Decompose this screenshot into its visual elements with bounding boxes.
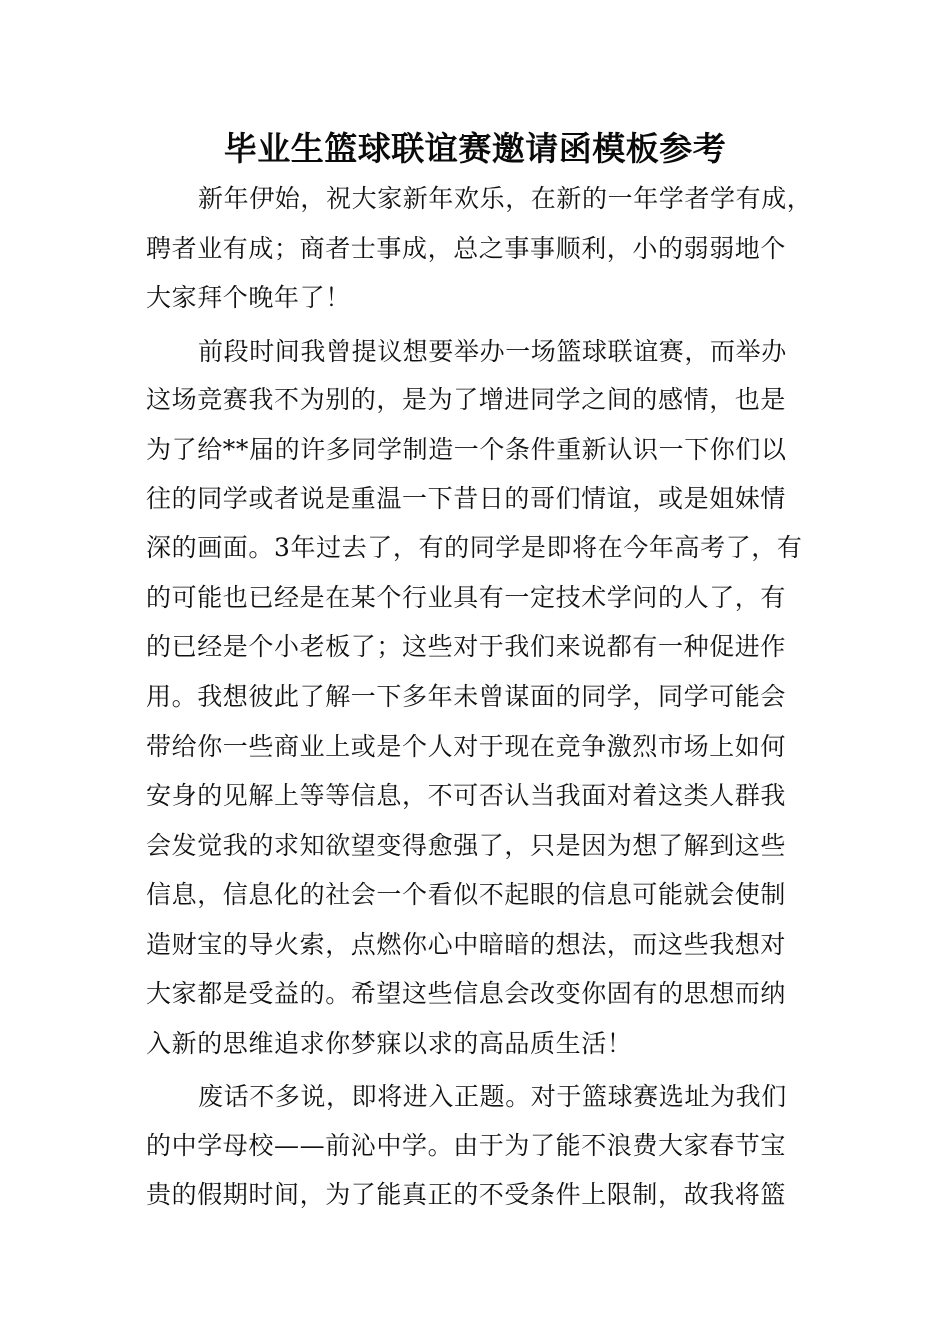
text-line-10: 的已经是个小老板了；这些对于我们来说都有一种促进作 (146, 632, 787, 661)
text-line-7: 往的同学或者说是重温一下昔日的哥们情谊，或是姐妹情 (146, 484, 787, 513)
text-line-4: 前段时间我曾提议想要举办一场篮球联谊赛，而举办 (198, 337, 787, 366)
text-line-2: 聘者业有成；商者士事成，总之事事顺利，小的弱弱地个 (146, 234, 787, 263)
text-line-1: 新年伊始，祝大家新年欢乐，在新的一年学者学有成， (198, 184, 813, 213)
text-line-11: 用。我想彼此了解一下多年未曾谋面的同学，同学可能会 (146, 682, 787, 711)
text-line-9: 的可能也已经是在某个行业具有一定技术学问的人了，有 (146, 583, 787, 612)
text-line-8: 深的画面。3年过去了，有的同学是即将在今年高考了，有 (146, 533, 803, 562)
text-line-13: 安身的见解上等等信息，不可否认当我面对着这类人群我 (146, 781, 787, 810)
text-line-16: 造财宝的导火索，点燃你心中暗暗的想法，而这些我想对 (146, 930, 787, 959)
text-line-5: 这场竞赛我不为别的，是为了增进同学之间的感情，也是 (146, 385, 787, 414)
text-line-21: 贵的假期时间，为了能真正的不受条件上限制，故我将篮 (146, 1180, 787, 1209)
text-line-20: 的中学母校——前沁中学。由于为了能不浪费大家春节宝 (146, 1131, 787, 1160)
text-line-14: 会发觉我的求知欲望变得愈强了，只是因为想了解到这些 (146, 831, 787, 860)
text-line-15: 信息，信息化的社会一个看似不起眼的信息可能就会使制 (146, 880, 787, 909)
text-line-6: 为了给**届的许多同学制造一个条件重新认识一下你们以 (146, 435, 787, 464)
document-title: 毕业生篮球联谊赛邀请函模板参考 (223, 129, 727, 168)
text-line-18: 入新的思维追求你梦寐以求的高品质生活！ (146, 1029, 633, 1058)
text-line-3: 大家拜个晚年了！ (146, 283, 351, 312)
text-line-19: 废话不多说，即将进入正题。对于篮球赛选址为我们 (198, 1082, 787, 1111)
text-line-17: 大家都是受益的。希望这些信息会改变你固有的思想而纳 (146, 979, 787, 1008)
text-line-12: 带给你一些商业上或是个人对于现在竞争激烈市场上如何 (146, 732, 787, 761)
